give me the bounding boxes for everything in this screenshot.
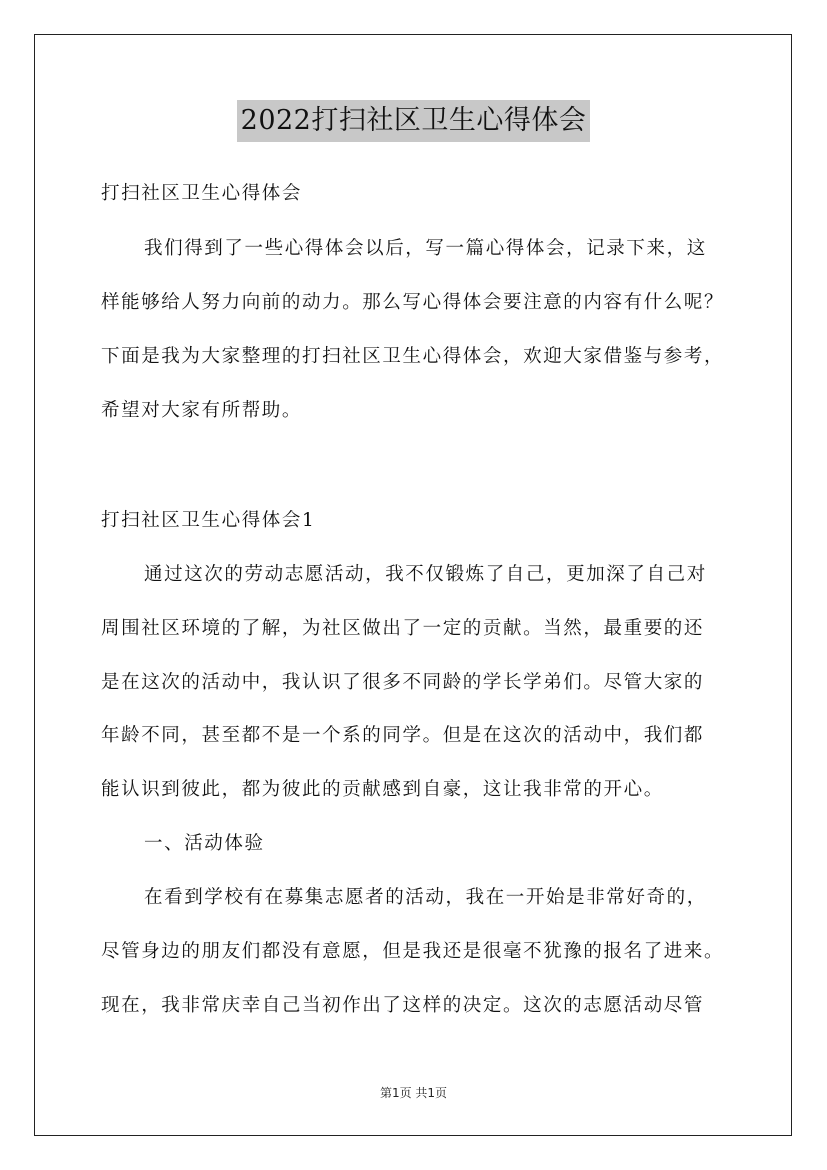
paragraph-line: 现在，我非常庆幸自己当初作出了这样的决定。这次的志愿活动尽管 (101, 995, 705, 1016)
paragraph-line: 下面是我为大家整理的打扫社区卫生心得体会，欢迎大家借鉴与参考， (101, 346, 725, 367)
section-heading-intro: 打扫社区卫生心得体会 (101, 183, 303, 204)
subsection-heading: 一、活动体验 (144, 833, 265, 854)
paragraph-line: 能认识到彼此，都为彼此的贡献感到自豪，这让我非常的开心。 (101, 779, 664, 800)
paragraph-line: 年龄不同，甚至都不是一个系的同学。但是在这次的活动中，我们都 (101, 725, 705, 746)
paragraph-line: 样能够给人努力向前的动力。那么写心得体会要注意的内容有什么呢？ (101, 292, 725, 313)
paragraph-line: 希望对大家有所帮助。 (101, 400, 303, 421)
paragraph-line: 尽管身边的朋友们都没有意愿，但是我还是很毫不犹豫的报名了进来。 (101, 941, 725, 962)
page-number-footer: 第1页 共1页 (379, 1086, 448, 1100)
paragraph-line: 我们得到了一些心得体会以后，写一篇心得体会，记录下来，这 (144, 238, 707, 259)
document-title: 2022打扫社区卫生心得体会 (237, 100, 591, 142)
section-heading-1: 打扫社区卫生心得体会1 (101, 510, 316, 531)
paragraph-line: 通过这次的劳动志愿活动，我不仅锻炼了自己，更加深了自己对 (144, 564, 707, 585)
title-area (0, 100, 827, 142)
paragraph-line: 在看到学校有在募集志愿者的活动，我在一开始是非常好奇的， (144, 887, 707, 908)
paragraph-line: 是在这次的活动中，我认识了很多不同龄的学长学弟们。尽管大家的 (101, 672, 705, 693)
paragraph-line: 周围社区环境的了解，为社区做出了一定的贡献。当然，最重要的还 (101, 618, 705, 639)
